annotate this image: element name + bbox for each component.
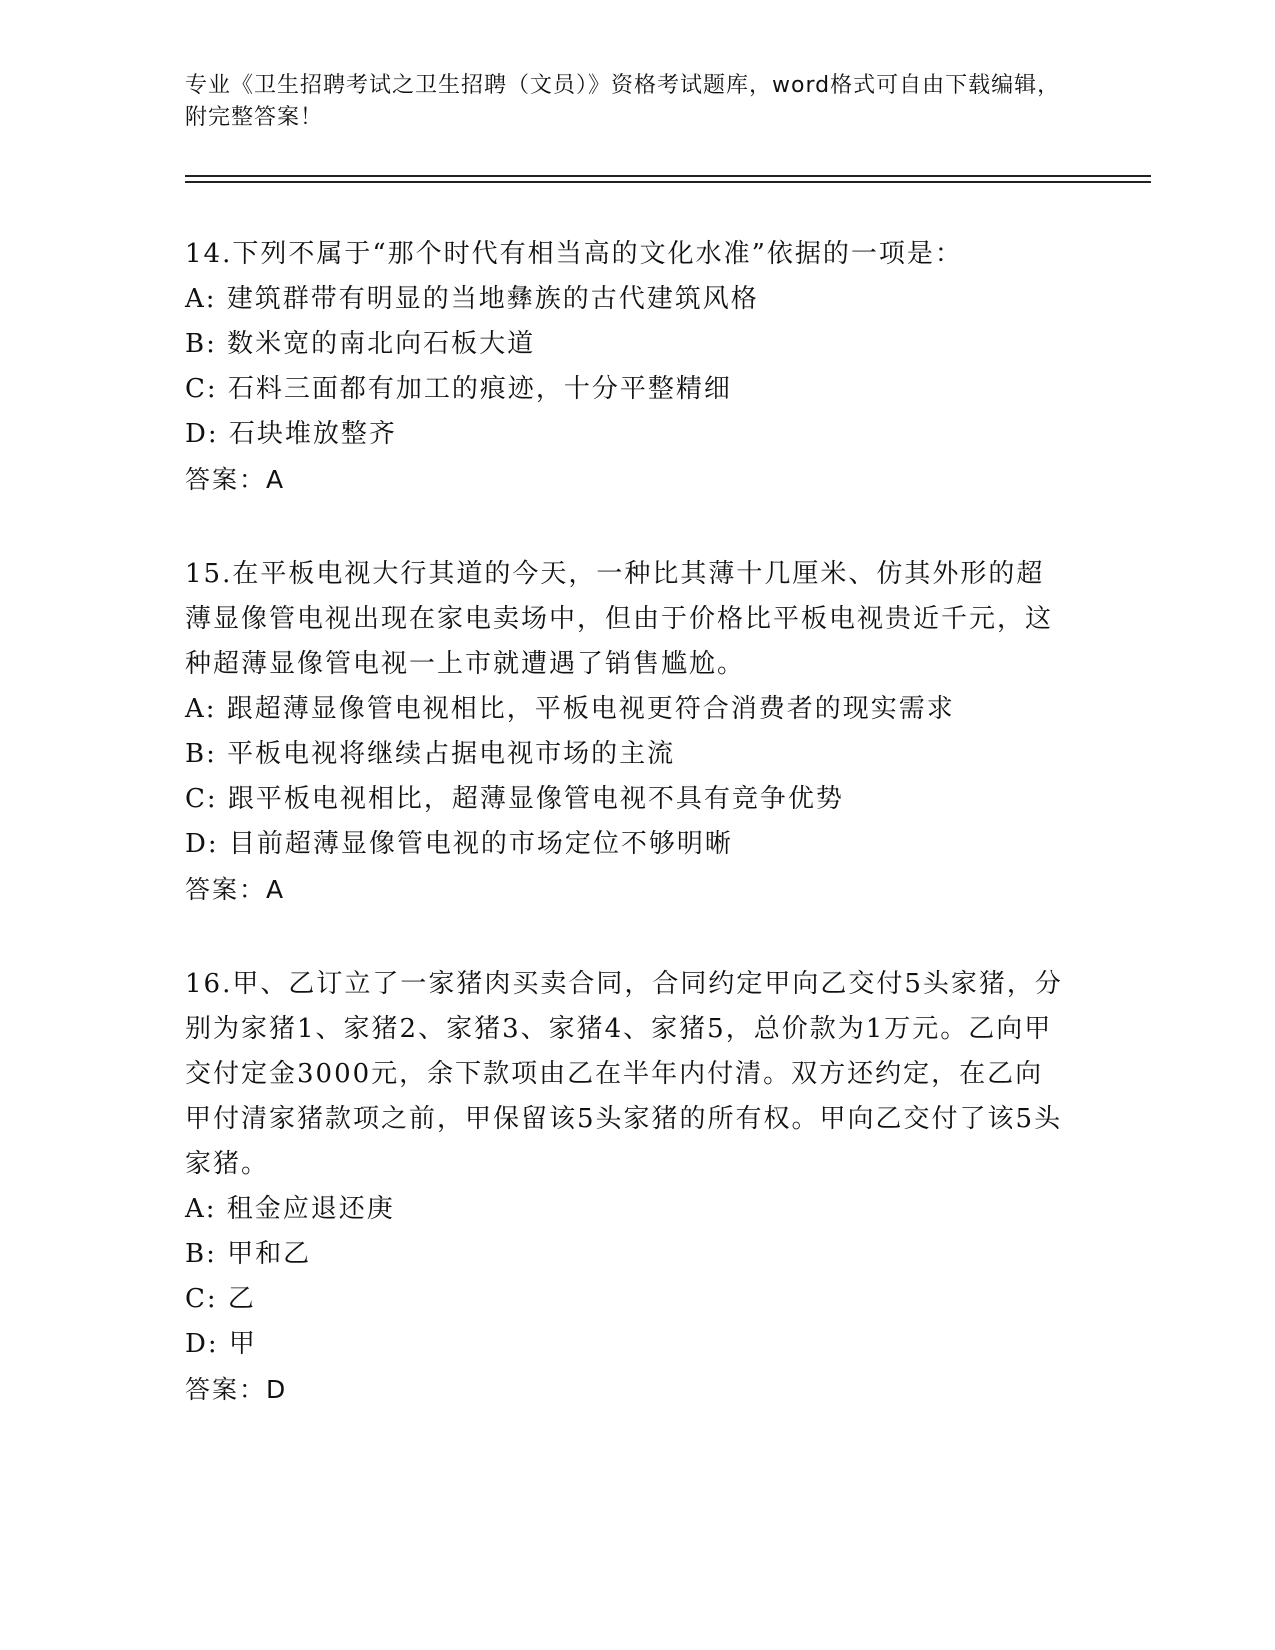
question-stem: 16.甲、乙订立了一家猪肉买卖合同，合同约定甲向乙交付5头家猪，分别为家猪1、家猪2、家猪3、家猪4、家猪5，总价款为1万元。乙向甲交付定金3000元，余下款项由乙在半年内付清。双方还约定，在乙向甲付清家猪款项之前，甲保留该5头家猪的所有权。甲向乙交付了该5头家猪。: [185, 969, 1063, 1179]
option-a: A: 租金应退还庚: [185, 1194, 395, 1224]
question-14: [185, 232, 1065, 502]
question-stem: 15.在平板电视大行其道的今天，一种比其薄十几厘米、仿其外形的超薄显像管电视出现在家电卖场中，但由于价格比平板电视贵近千元，这种超薄显像管电视一上市就遭遇了销售尴尬。: [185, 559, 1054, 679]
option-c: C: 乙: [185, 1284, 256, 1314]
option-a: A: 跟超薄显像管电视相比，平板电视更符合消费者的现实需求: [185, 694, 955, 724]
answer-line: 答案：A: [185, 465, 286, 494]
header-divider: [185, 181, 1151, 183]
option-a: A: 建筑群带有明显的当地彝族的古代建筑风格: [185, 284, 759, 314]
question-16: [185, 962, 1065, 1412]
answer-line: 答案：D: [185, 1375, 288, 1404]
option-b: B: 甲和乙: [185, 1239, 312, 1269]
option-d: D: 石块堆放整齐: [185, 419, 397, 449]
option-b: B: 数米宽的南北向石板大道: [185, 329, 536, 359]
option-d: D: 目前超薄显像管电视的市场定位不够明晰: [185, 829, 733, 859]
option-b: B: 平板电视将继续占据电视市场的主流: [185, 739, 676, 769]
answer-line: 答案：A: [185, 875, 286, 904]
question-stem: 14.下列不属于“那个时代有相当高的文化水准”依据的一项是：: [185, 239, 963, 269]
option-d: D: 甲: [185, 1329, 257, 1359]
option-c: C: 石料三面都有加工的痕迹，十分平整精细: [185, 374, 732, 404]
option-c: C: 跟平板电视相比，超薄显像管电视不具有竞争优势: [185, 784, 844, 814]
header-divider: [185, 175, 1151, 177]
question-15: [185, 552, 1065, 912]
document-header: 专业《卫生招聘考试之卫生招聘（文员）》资格考试题库，word格式可自由下载编辑，附完整答案！: [185, 73, 1061, 130]
